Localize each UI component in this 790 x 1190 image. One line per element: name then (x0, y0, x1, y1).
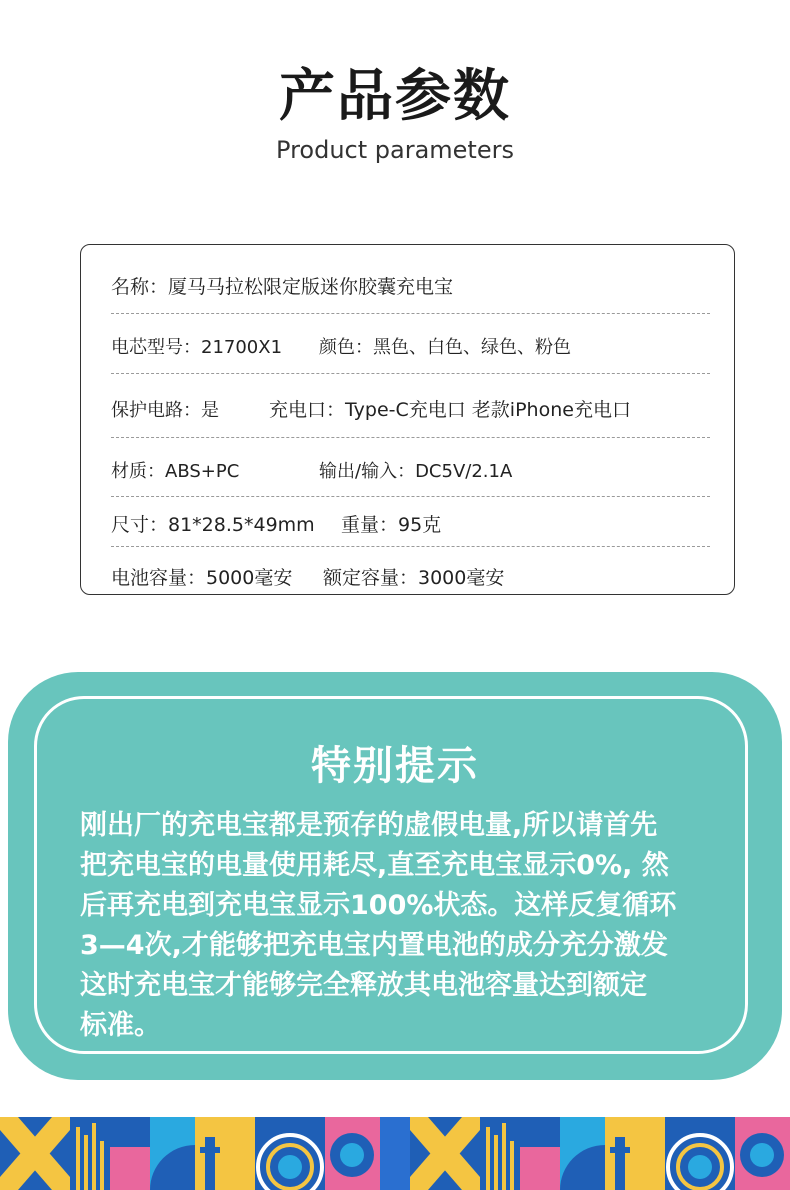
spec-protection: 保护电路：是 (111, 400, 219, 421)
notice-line: 3—4次,才能够把充电宝内置电池的成分充分激发 (80, 930, 668, 961)
notice-line: 标准。 (80, 1010, 161, 1041)
pattern-graphic (0, 1117, 790, 1190)
spec-colors: 颜色：黑色、白色、绿色、粉色 (319, 337, 571, 358)
notice-line: 后再充电到充电宝显示100%状态。这样反复循环 (80, 890, 677, 921)
notice-title: 特别提示 (311, 743, 479, 789)
spec-name: 名称：厦马马拉松限定版迷你胶囊充电宝 (111, 276, 454, 298)
spec-row-capacity (111, 563, 710, 590)
notice-line: 这时充电宝才能够完全释放其电池容量达到额定 (80, 970, 647, 1001)
notice-text (80, 806, 730, 1046)
divider (111, 437, 710, 438)
spec-row-model (111, 333, 710, 359)
spec-row-material (111, 457, 710, 483)
spec-row-name (111, 272, 710, 299)
notice-line: 刚出厂的充电宝都是预存的虚假电量,所以请首先 (80, 810, 658, 841)
spec-charge-port: 充电口：Type-C充电口 老款iPhone充电口 (269, 399, 631, 421)
spec-cell-model: 电芯型号：21700X1 (111, 337, 283, 358)
spec-row-protection (111, 395, 710, 422)
divider (111, 313, 710, 314)
spec-rated-capacity: 额定容量：3000毫安 (323, 567, 505, 589)
divider (111, 546, 710, 547)
spec-table (80, 244, 735, 595)
divider (111, 496, 710, 497)
spec-material: 材质：ABS+PC (111, 461, 240, 482)
page-title: 产品参数 (279, 64, 511, 129)
decorative-pattern-banner (0, 1117, 790, 1190)
spec-size: 尺寸：81*28.5*49mm (111, 514, 315, 536)
spec-row-size (111, 510, 710, 537)
notice-line: 把充电宝的电量使用耗尽,直至充电宝显示0%, 然 (80, 850, 669, 881)
page-subtitle: Product parameters (276, 136, 514, 164)
spec-io: 输出/输入：DC5V/2.1A (319, 461, 513, 482)
spec-battery-capacity: 电池容量：5000毫安 (111, 567, 293, 589)
divider (111, 373, 710, 374)
spec-weight: 重量：95克 (341, 514, 442, 536)
